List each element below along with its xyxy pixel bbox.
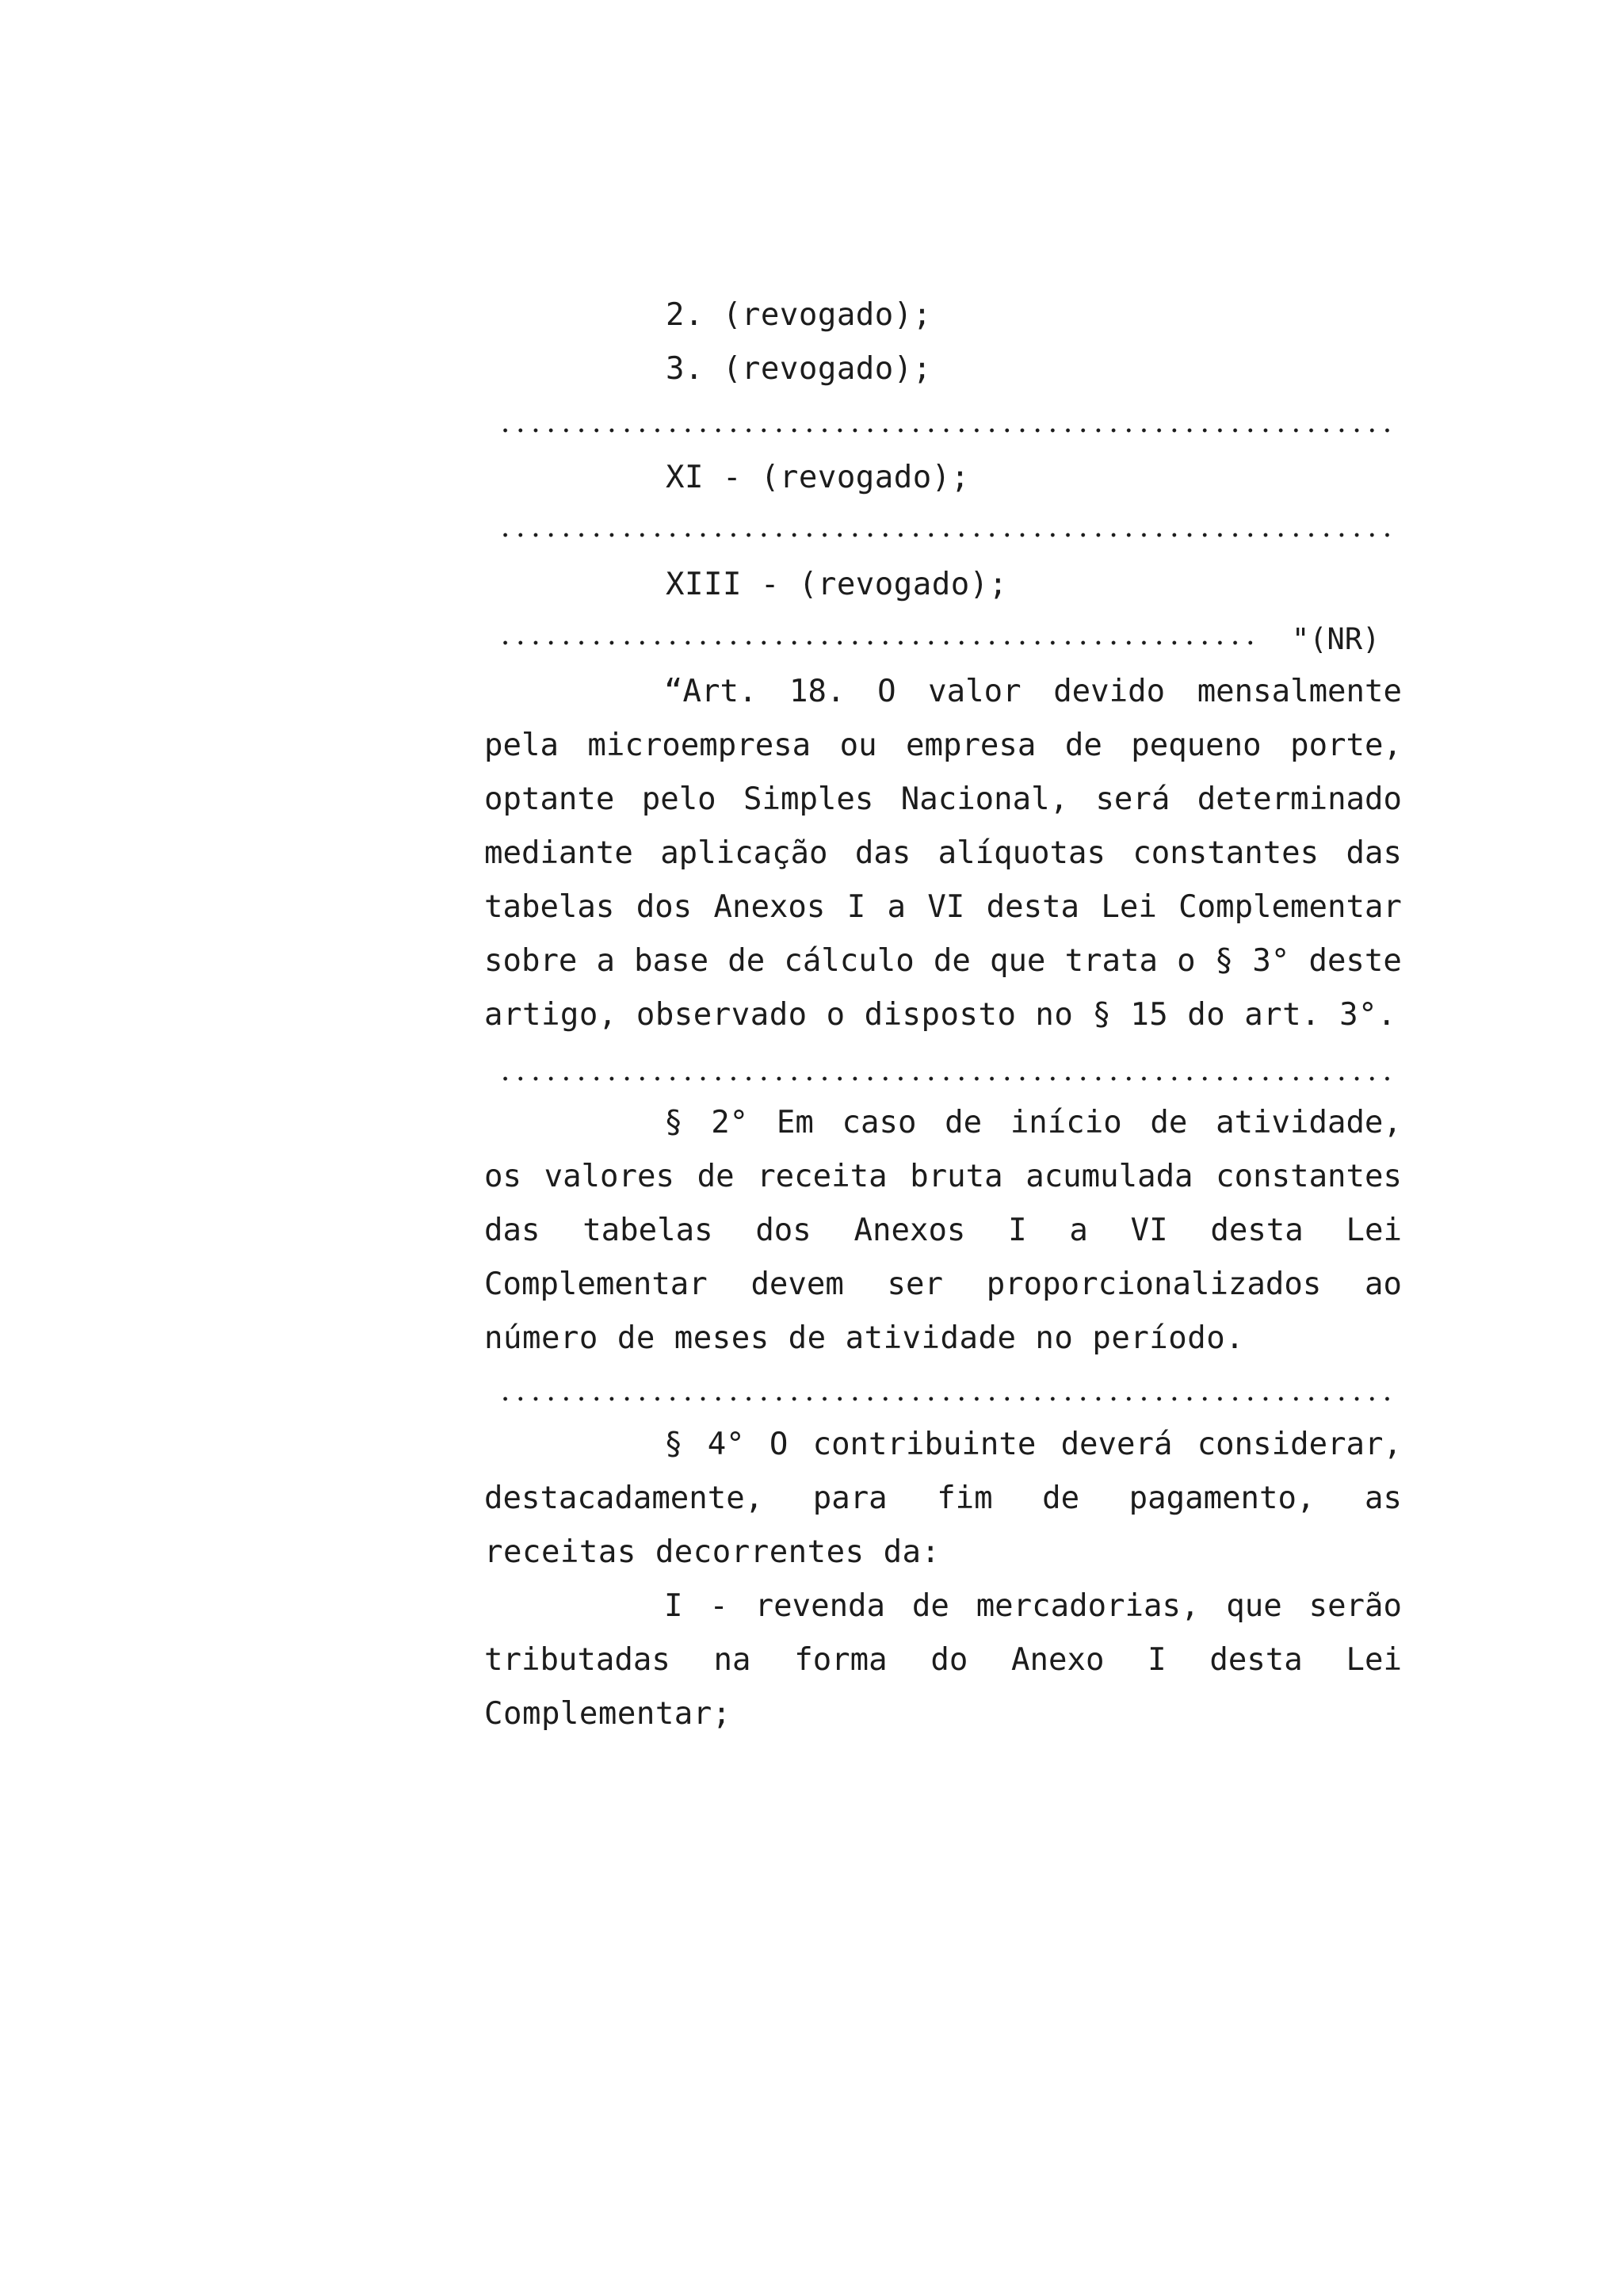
word: mensalmente [1197,674,1402,709]
word: constantes [1216,1159,1402,1194]
word: considerar, [1197,1427,1402,1462]
word: 3° [1252,943,1290,979]
word: de [911,1588,949,1624]
word: porte, [1290,728,1402,763]
word: Nacional, [900,781,1069,817]
word: dos [755,1213,812,1248]
word: do [930,1642,968,1678]
word: deste [1308,943,1402,979]
word: das [484,1213,540,1248]
word: os [484,1159,521,1194]
word: - [709,1588,728,1624]
ellipsis-dots-line [498,533,1397,537]
ellipsis-dots-line [498,1396,1397,1401]
word: deverá [1060,1427,1173,1462]
word: sobre [484,943,578,979]
word: tabelas [582,1213,713,1248]
word: valor [928,674,1022,709]
word: ser [887,1266,943,1302]
word: serão [1308,1588,1402,1624]
word: Lei [1346,1213,1402,1248]
word: I [846,889,866,925]
word: O [877,674,896,709]
word: para [812,1480,888,1516]
word: o [1177,943,1196,979]
inciso-i-first-line [664,1588,1402,1624]
word: revenda [754,1588,886,1624]
word: ou [839,728,877,763]
art18-line [484,889,1402,925]
word: valores [544,1159,674,1194]
word: Simples [743,781,874,817]
word: § [1214,943,1234,979]
word: aplicação [660,835,828,871]
word: cálculo [784,943,915,979]
word: alíquotas [938,835,1106,871]
art18-line [484,835,1402,871]
word: das [1346,835,1402,871]
word: Anexos [854,1213,966,1248]
art18-line [484,730,1402,761]
word: empresa [906,728,1037,763]
word: I [1148,1642,1167,1678]
art18-last-line: artigo, observado o disposto no § 15 do art. 3°. [484,997,1397,1033]
word: forma [794,1642,888,1678]
word: Anexo [1011,1642,1105,1678]
art18-first-line [664,676,1402,707]
word: constantes [1132,835,1319,871]
word: de [697,1159,735,1194]
word: de [1150,1105,1188,1140]
word: VI [927,889,965,925]
word: Complementar [484,1266,708,1302]
word: de [945,1105,983,1140]
word: 2° [711,1105,749,1140]
word: tributadas [484,1642,670,1678]
word: O [769,1427,789,1462]
word: de [1064,728,1102,763]
par2-line [484,1215,1402,1246]
par4-first-line [664,1429,1402,1460]
word: pela [484,728,559,763]
word: desta [986,889,1080,925]
item-3-revogado: 3. (revogado); [666,351,932,387]
ellipsis-dots-line [498,428,1397,433]
word: microempresa [587,728,812,763]
word: a [1069,1213,1088,1248]
word: atividade, [1216,1105,1402,1140]
word: pequeno [1131,728,1262,763]
inciso-xi-revogado: XI - (revogado); [666,460,970,495]
word: de [727,943,766,979]
word: que [989,943,1046,979]
par2-last-line: número de meses de atividade no período. [484,1320,1245,1356]
word: I [1008,1213,1027,1248]
word: § [664,1105,683,1140]
word: devem [750,1266,844,1302]
word: de [1042,1480,1080,1516]
word: pagamento, [1128,1480,1316,1516]
word: tabelas [484,889,615,925]
word: será [1095,781,1170,817]
word: acumulada [1025,1159,1193,1194]
inciso-i-line [484,1642,1402,1678]
word: mercadorias, [976,1588,1200,1624]
word: proporcionalizados [986,1266,1322,1302]
word: dos [636,889,693,925]
word: Em [776,1105,814,1140]
word: 18. [789,674,846,709]
word: que [1226,1588,1282,1624]
word: as [1365,1480,1402,1516]
word: desta [1209,1642,1303,1678]
word: Anexos [713,889,826,925]
par2-line [484,1266,1402,1302]
word: a [596,943,616,979]
word: § [664,1427,683,1462]
word: receita [757,1159,888,1194]
word: base [634,943,709,979]
par4-last-line: receitas decorrentes da: [484,1534,941,1570]
art18-line [484,943,1402,979]
word: devido [1053,674,1166,709]
word: contribuinte [812,1427,1037,1462]
art18-line [484,781,1402,817]
word: determinado [1197,781,1402,817]
item-2-revogado: 2. (revogado); [666,297,932,333]
ellipsis-dots-line [498,1076,1397,1081]
inciso-i-last-line: Complementar; [484,1696,731,1732]
word: optante [484,781,615,817]
word: trata [1064,943,1158,979]
word: início [1010,1105,1122,1140]
word: “Art. [664,674,758,709]
word: pelo [641,781,716,817]
ellipsis-dots-line [498,640,1262,645]
par2-line [484,1161,1402,1192]
word: 4° [707,1427,745,1462]
word: caso [842,1105,917,1140]
word: a [887,889,906,925]
nr-marker: "(NR) [1292,622,1381,656]
word: bruta [910,1159,1003,1194]
word: destacadamente, [484,1480,764,1516]
word: VI [1130,1213,1168,1248]
word: Lei [1346,1642,1402,1678]
word: I [664,1588,683,1624]
par2-first-line [664,1107,1402,1138]
word: de [933,943,971,979]
word: Lei [1101,889,1157,925]
word: fim [937,1480,993,1516]
word: ao [1365,1266,1402,1302]
word: na [713,1642,751,1678]
par4-line [484,1480,1402,1516]
word: mediante [484,835,633,871]
word: das [854,835,911,871]
inciso-xiii-revogado: XIII - (revogado); [666,567,1008,602]
word: desta [1210,1213,1304,1248]
word: Complementar [1178,889,1402,925]
